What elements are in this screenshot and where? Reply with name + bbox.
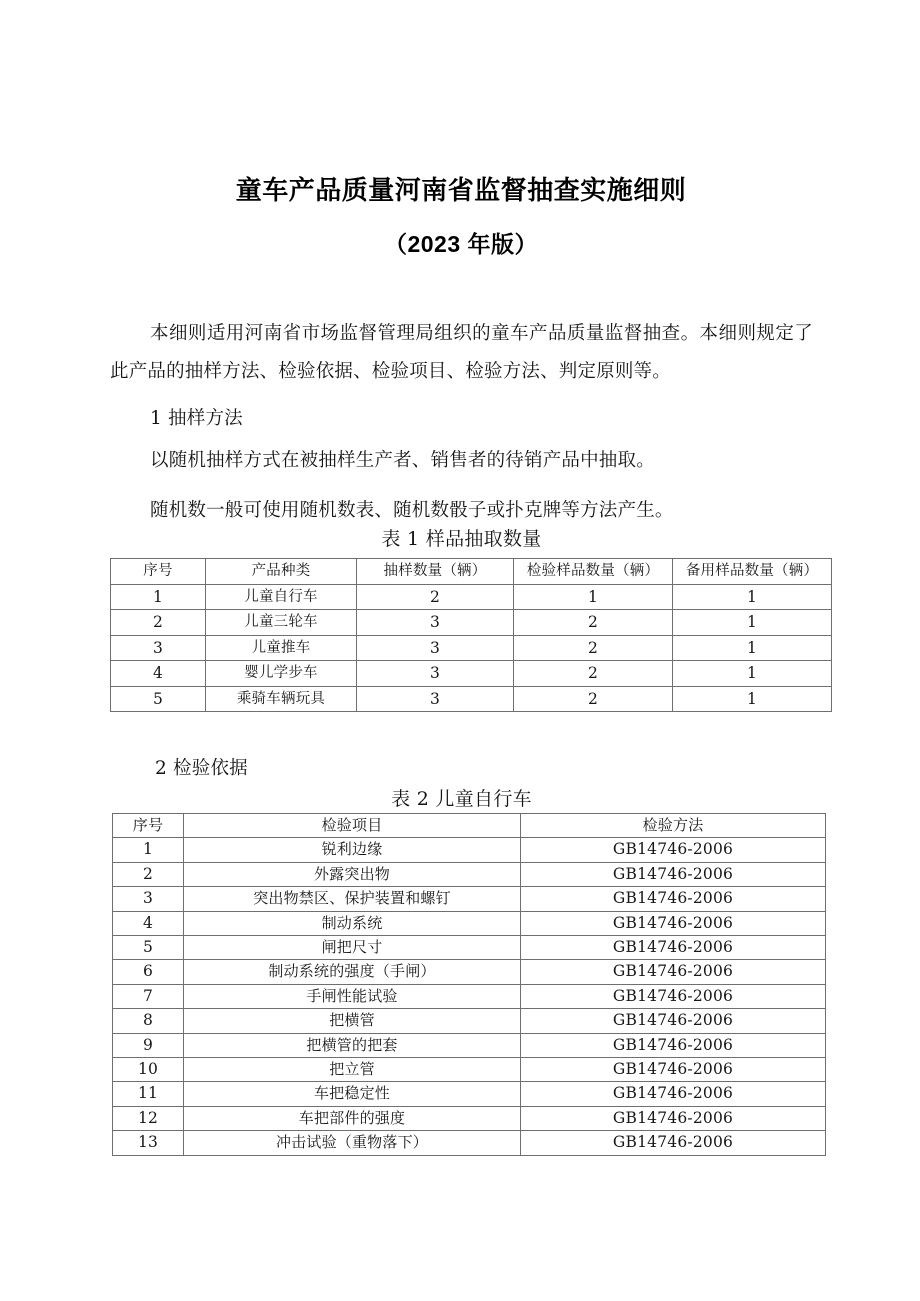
document-title: 童车产品质量河南省监督抽查实施细则 xyxy=(235,175,687,206)
table-row xyxy=(111,610,832,636)
table-row xyxy=(113,936,826,960)
cell-test-qty: 1 xyxy=(514,584,673,610)
cell-item: 把横管的把套 xyxy=(184,1033,521,1057)
cell-test-qty: 2 xyxy=(514,686,673,712)
table-row xyxy=(113,1033,826,1057)
cell-no: 4 xyxy=(111,661,206,687)
cell-kind: 儿童三轮车 xyxy=(206,610,357,636)
table-row xyxy=(113,1009,826,1033)
intro-paragraph: 本细则适用河南省市场监督管理局组织的童车产品质量监督抽查。本细则规定了此产品的抽样方法、检验依据、检验项目、检验方法、判定原则等。 xyxy=(110,322,813,382)
cell-sample-qty: 2 xyxy=(357,584,514,610)
cell-kind: 婴儿学步车 xyxy=(206,661,357,687)
cell-sample-qty: 3 xyxy=(357,661,514,687)
cell-kind: 儿童自行车 xyxy=(206,584,357,610)
table-row xyxy=(113,887,826,911)
cell-method: GB14746-2006 xyxy=(521,1058,826,1082)
cell-no: 2 xyxy=(111,610,206,636)
section-1-heading: 1 抽样方法 xyxy=(150,407,243,429)
table-row xyxy=(111,661,832,687)
cell-method: GB14746-2006 xyxy=(521,887,826,911)
cell-item: 制动系统的强度（手闸） xyxy=(184,960,521,984)
column-header-no: 序号 xyxy=(111,559,206,585)
table-row xyxy=(113,1058,826,1082)
cell-method: GB14746-2006 xyxy=(521,838,826,862)
cell-item: 把横管 xyxy=(184,1009,521,1033)
table-row xyxy=(113,911,826,935)
cell-no: 13 xyxy=(113,1131,184,1155)
cell-no: 5 xyxy=(111,686,206,712)
cell-method: GB14746-2006 xyxy=(521,984,826,1008)
table-row xyxy=(113,862,826,886)
cell-no: 1 xyxy=(111,584,206,610)
cell-method: GB14746-2006 xyxy=(521,936,826,960)
cell-method: GB14746-2006 xyxy=(521,1033,826,1057)
cell-method: GB14746-2006 xyxy=(521,911,826,935)
cell-no: 3 xyxy=(113,887,184,911)
column-header-no: 序号 xyxy=(113,814,184,838)
cell-kind: 乘骑车辆玩具 xyxy=(206,686,357,712)
table-header-row xyxy=(113,814,826,838)
cell-method: GB14746-2006 xyxy=(521,862,826,886)
column-header-spare-qty: 备用样品数量（辆） xyxy=(673,559,832,585)
table-1-caption: 表 1 样品抽取数量 xyxy=(381,528,542,550)
cell-item: 突出物禁区、保护装置和螺钉 xyxy=(184,887,521,911)
cell-no: 4 xyxy=(113,911,184,935)
cell-method: GB14746-2006 xyxy=(521,1082,826,1106)
cell-spare-qty: 1 xyxy=(673,686,832,712)
cell-no: 8 xyxy=(113,1009,184,1033)
cell-spare-qty: 1 xyxy=(673,610,832,636)
column-header-item: 检验项目 xyxy=(184,814,521,838)
cell-item: 把立管 xyxy=(184,1058,521,1082)
document-subtitle: （2023 年版） xyxy=(383,231,539,258)
cell-no: 6 xyxy=(113,960,184,984)
cell-no: 2 xyxy=(113,862,184,886)
table-row xyxy=(113,1131,826,1155)
cell-sample-qty: 3 xyxy=(357,635,514,661)
cell-no: 9 xyxy=(113,1033,184,1057)
cell-spare-qty: 1 xyxy=(673,584,832,610)
cell-no: 11 xyxy=(113,1082,184,1106)
cell-test-qty: 2 xyxy=(514,610,673,636)
cell-method: GB14746-2006 xyxy=(521,1131,826,1155)
section-1-paragraph-2: 随机数一般可使用随机数表、随机数骰子或扑克牌等方法产生。 xyxy=(150,499,674,521)
column-header-kind: 产品种类 xyxy=(206,559,357,585)
cell-no: 1 xyxy=(113,838,184,862)
cell-no: 5 xyxy=(113,936,184,960)
cell-sample-qty: 3 xyxy=(357,610,514,636)
table-row xyxy=(111,686,832,712)
cell-item: 锐利边缘 xyxy=(184,838,521,862)
table-row xyxy=(111,584,832,610)
cell-no: 7 xyxy=(113,984,184,1008)
cell-item: 外露突出物 xyxy=(184,862,521,886)
table-row xyxy=(113,1106,826,1130)
cell-method: GB14746-2006 xyxy=(521,1106,826,1130)
section-1-paragraph-1: 以随机抽样方式在被抽样生产者、销售者的待销产品中抽取。 xyxy=(150,449,655,471)
section-2-heading: 2 检验依据 xyxy=(155,757,248,779)
cell-item: 车把稳定性 xyxy=(184,1082,521,1106)
table-header-row xyxy=(111,559,832,585)
cell-test-qty: 2 xyxy=(514,661,673,687)
table-row xyxy=(113,984,826,1008)
cell-item: 闸把尺寸 xyxy=(184,936,521,960)
table-children-bicycle xyxy=(112,813,826,1156)
column-header-method: 检验方法 xyxy=(521,814,826,838)
table-sample-quantity xyxy=(110,558,832,712)
cell-method: GB14746-2006 xyxy=(521,960,826,984)
table-row xyxy=(113,960,826,984)
column-header-sample-qty: 抽样数量（辆） xyxy=(357,559,514,585)
table-row xyxy=(111,635,832,661)
cell-no: 3 xyxy=(111,635,206,661)
cell-no: 12 xyxy=(113,1106,184,1130)
table-row xyxy=(113,838,826,862)
table-2-caption: 表 2 儿童自行车 xyxy=(391,788,532,810)
cell-sample-qty: 3 xyxy=(357,686,514,712)
cell-item: 手闸性能试验 xyxy=(184,984,521,1008)
cell-no: 10 xyxy=(113,1058,184,1082)
column-header-test-qty: 检验样品数量（辆） xyxy=(514,559,673,585)
cell-method: GB14746-2006 xyxy=(521,1009,826,1033)
cell-spare-qty: 1 xyxy=(673,635,832,661)
cell-item: 冲击试验（重物落下） xyxy=(184,1131,521,1155)
cell-item: 车把部件的强度 xyxy=(184,1106,521,1130)
cell-test-qty: 2 xyxy=(514,635,673,661)
table-row xyxy=(113,1082,826,1106)
cell-item: 制动系统 xyxy=(184,911,521,935)
cell-kind: 儿童推车 xyxy=(206,635,357,661)
cell-spare-qty: 1 xyxy=(673,661,832,687)
